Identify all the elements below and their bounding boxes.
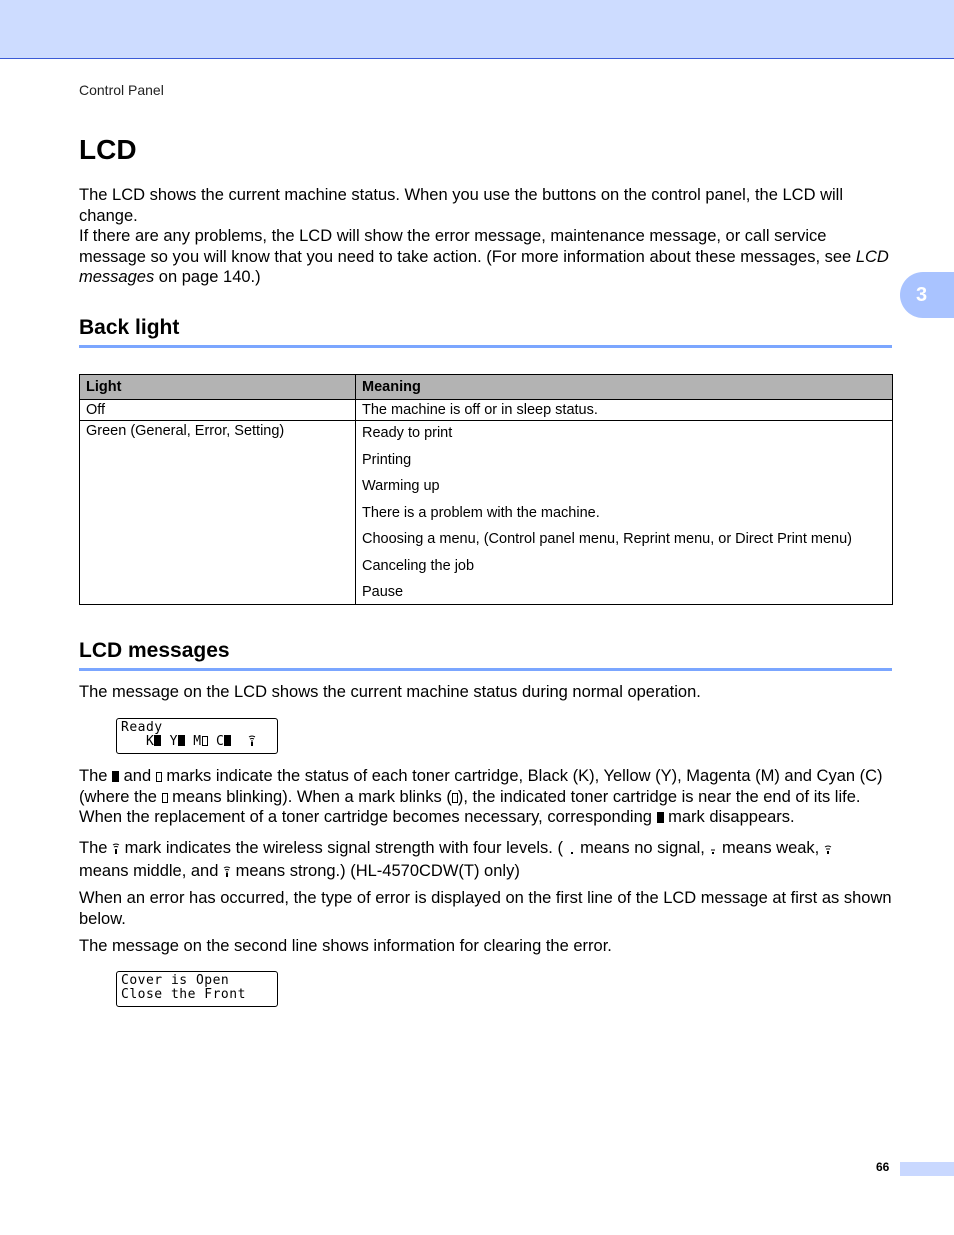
toner-paragraph	[79, 766, 894, 828]
header-band	[0, 0, 954, 59]
page-number-bar	[900, 1162, 954, 1176]
text-run: means weak,	[717, 839, 824, 857]
text-run: The	[79, 767, 113, 785]
meaning-line: Pause	[362, 584, 404, 600]
toner-solid-icon	[224, 735, 231, 746]
wireless-strong-icon	[248, 735, 256, 747]
toner-y-label: Y	[169, 734, 178, 749]
text-run: The	[79, 839, 113, 857]
wireless-strong-icon	[223, 866, 231, 878]
wireless-paragraph	[79, 837, 894, 883]
meaning-line: Warming up	[362, 478, 440, 494]
chapter-tab[interactable]: 3	[900, 272, 954, 318]
text-run: mark disappears.	[663, 808, 795, 826]
intro-line2-post: on page 140.)	[154, 268, 261, 286]
text-run: and	[119, 767, 156, 785]
column-header-meaning: Meaning	[356, 375, 893, 400]
lcd-messages-heading: LCD messages	[79, 639, 892, 671]
lcd-line1: Ready	[121, 720, 163, 735]
text-run: means strong.) (HL-4570CDW(T) only)	[231, 862, 520, 880]
wireless-none-icon	[568, 843, 576, 855]
meaning-line: Canceling the job	[362, 557, 475, 574]
light-cell: Off	[80, 400, 356, 421]
page-title: LCD	[79, 134, 137, 165]
lcd-error-display	[116, 971, 278, 1007]
toner-c-label: C	[215, 734, 225, 749]
intro-paragraph	[79, 185, 894, 288]
lcd-messages-link[interactable]: LCD messages	[79, 247, 889, 286]
toner-blinking-icon	[202, 736, 208, 746]
meaning-line: Ready to print	[362, 425, 453, 441]
lcd-line1: Cover is Open	[121, 973, 230, 988]
meaning-line: There is a problem with the machine.	[362, 504, 600, 521]
table-row	[80, 421, 893, 605]
error-paragraph: When an error has occurred, the type of error is displayed on the first line of the LCD message at first as shown below.	[79, 889, 892, 928]
table-header-row	[80, 375, 893, 400]
meaning-cell	[356, 421, 893, 605]
text-run: ), the indicated toner cartridge is near the end of its life. When the replacement of a toner cartridge becomes necessary, corresponding	[79, 787, 861, 826]
meaning-line: Choosing a menu, (Control panel menu, Reprint menu, or Direct Print menu)	[362, 531, 853, 547]
text-run: means middle, and	[79, 862, 223, 880]
table-row	[80, 400, 893, 421]
second-line-paragraph: The message on the second line shows information for clearing the error.	[79, 937, 612, 955]
light-cell: Green (General, Error, Setting)	[80, 421, 356, 605]
text-run: means no signal,	[575, 839, 710, 857]
lcd-intro-paragraph: The message on the LCD shows the current machine status during normal operation.	[79, 683, 701, 701]
text-run: mark indicates the wireless signal strength with four levels. (	[120, 839, 568, 857]
section-label: Control Panel	[79, 82, 164, 98]
lcd-ready-display	[116, 718, 278, 754]
solid-mark-icon	[112, 771, 119, 782]
back-light-heading: Back light	[79, 316, 892, 348]
intro-line2-pre: If there are any problems, the LCD will show the error message, maintenance message, or call service message so you will know that you need to take action. (For more information about these messages, see	[79, 227, 856, 266]
text-run: means blinking). When a mark blinks (	[167, 787, 452, 806]
meaning-line: The machine is off or in sleep status.	[362, 402, 598, 418]
toner-k-label: K	[145, 734, 155, 749]
text-run: marks indicate the status of each toner cartridge, Black (K), Yellow (Y), Magenta (M) and Cyan (C) (where the	[79, 767, 883, 806]
back-light-table	[79, 374, 893, 605]
toner-solid-icon	[154, 735, 161, 746]
lcd-line2: Close the Front	[121, 987, 246, 1002]
solid-mark-icon	[657, 812, 664, 823]
page-number: 66	[876, 1160, 890, 1174]
meaning-cell	[356, 400, 893, 421]
toner-m-label: M	[193, 734, 202, 749]
intro-line1: The LCD shows the current machine status. When you use the buttons on the control panel, the LCD will change.	[79, 186, 843, 225]
wireless-icon	[112, 843, 120, 855]
column-header-light: Light	[80, 375, 356, 400]
toner-solid-icon	[178, 735, 185, 746]
wireless-middle-icon	[824, 843, 832, 855]
meaning-line: Printing	[362, 451, 412, 468]
